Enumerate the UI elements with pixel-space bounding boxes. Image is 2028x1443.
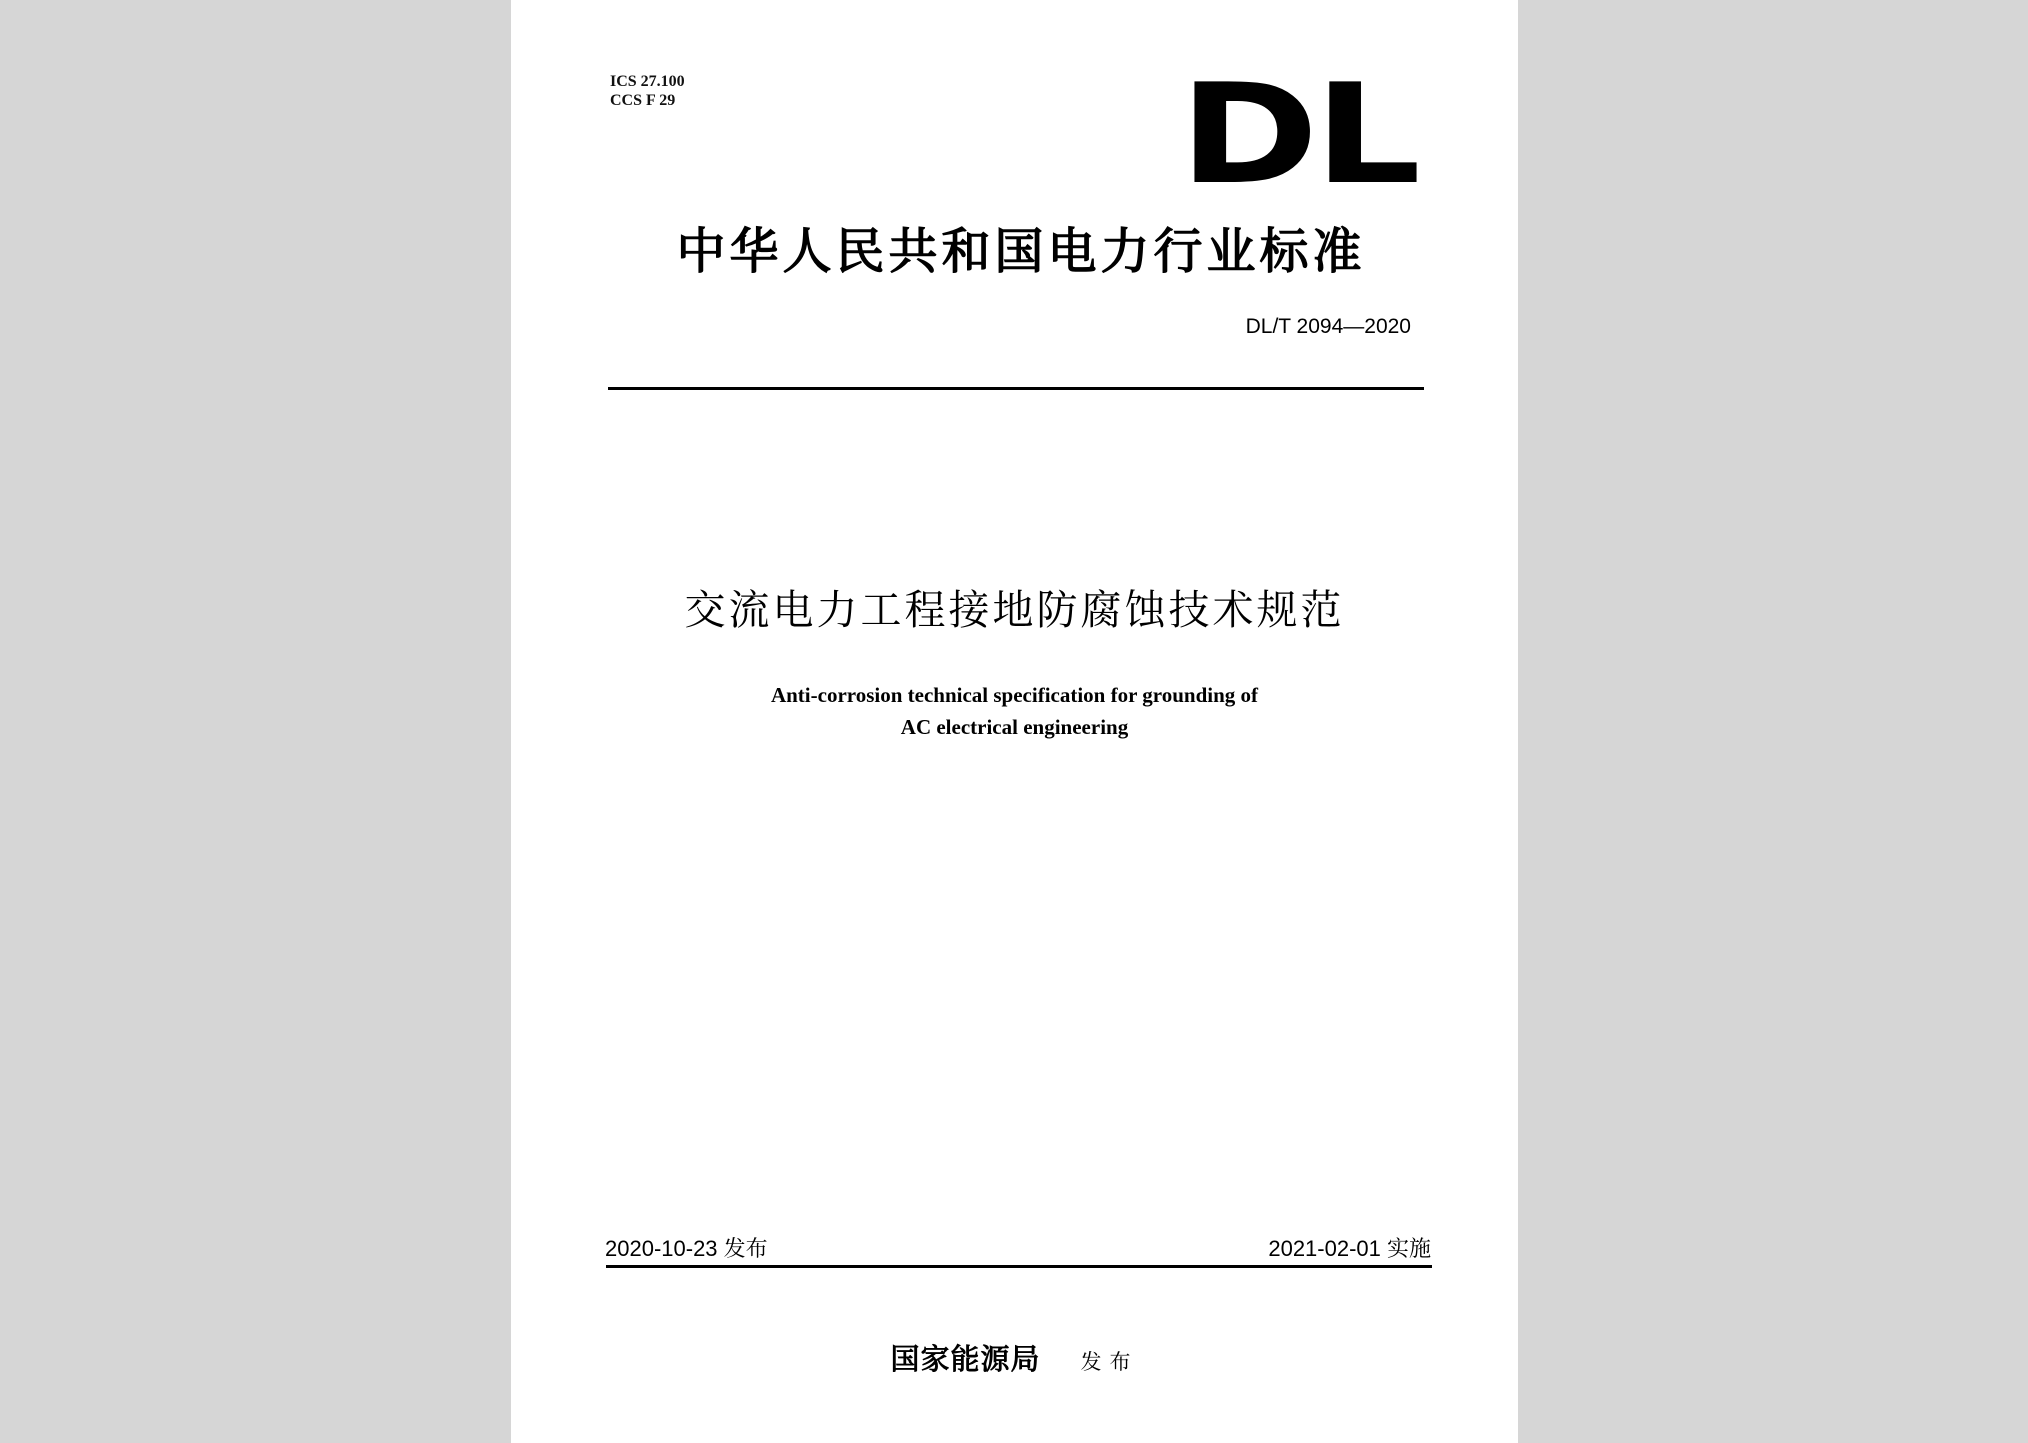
classification-codes (610, 72, 685, 110)
document-title-chinese: 交流电力工程接地防腐蚀技术规范 (684, 586, 1345, 634)
ccs-code: CCS F 29 (610, 92, 676, 109)
standard-category-title: 中华人民共和国电力行业标准 (676, 223, 1366, 280)
publisher-name: 国家能源局 (890, 1342, 1041, 1376)
english-title-line-2: AC electrical engineering (900, 715, 1129, 739)
publisher-line (511, 1337, 1518, 1378)
document-page (511, 0, 1518, 1443)
top-divider (608, 387, 1424, 390)
ics-code: ICS 27.100 (610, 73, 685, 90)
bottom-divider (606, 1265, 1432, 1268)
standard-number: DL/T 2094—2020 (1245, 315, 1411, 338)
document-title-english (511, 679, 1518, 743)
dl-logo: DL (1179, 54, 1417, 215)
publish-label: 发布 (1080, 1350, 1139, 1374)
english-title-line-1: Anti-corrosion technical specification for grounding of (770, 683, 1259, 707)
implementation-date: 2021-02-01 实施 (1268, 1236, 1431, 1261)
issue-date: 2020-10-23 发布 (605, 1236, 768, 1261)
